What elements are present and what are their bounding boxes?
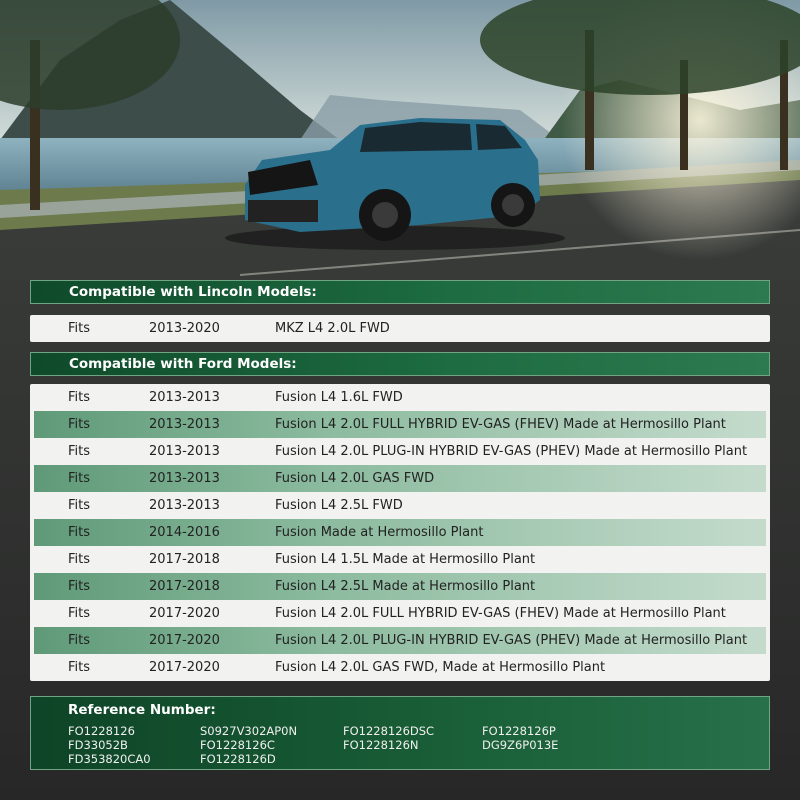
year-range: 2013-2013: [149, 417, 220, 432]
ford-section-header: Compatible with Ford Models:: [30, 352, 770, 376]
table-row: [30, 315, 770, 342]
reference-number: FO1228126: [68, 724, 135, 738]
model-description: Fusion Made at Hermosillo Plant: [275, 525, 484, 540]
table-row: [30, 492, 770, 519]
year-range: 2013-2013: [149, 444, 220, 459]
reference-number: FD33052B: [68, 738, 128, 752]
year-range: 2013-2020: [149, 321, 220, 336]
fit-label: Fits: [68, 660, 91, 675]
fit-label: Fits: [68, 633, 91, 648]
model-description: Fusion L4 1.6L FWD: [275, 390, 403, 405]
reference-number: FO1228126DSC: [343, 724, 435, 738]
table-row: [30, 384, 770, 411]
year-range: 2017-2018: [149, 579, 220, 594]
model-description: Fusion L4 2.0L GAS FWD: [275, 471, 435, 486]
reference-number-panel: [30, 696, 770, 770]
model-description: Fusion L4 2.5L FWD: [275, 498, 403, 513]
fit-label: Fits: [68, 444, 91, 459]
lincoln-fitment-table: [30, 315, 770, 342]
model-description: Fusion L4 2.0L PLUG-IN HYBRID EV-GAS (PHEV) Made at Hermosillo Plant: [275, 444, 748, 459]
reference-number: DG9Z6P013E: [482, 738, 559, 752]
table-row: [30, 600, 770, 627]
model-description: Fusion L4 2.0L FULL HYBRID EV-GAS (FHEV) Made at Hermosillo Plant: [275, 606, 726, 621]
fit-label: Fits: [68, 498, 91, 513]
model-description: Fusion L4 2.0L GAS FWD, Made at Hermosillo Plant: [275, 660, 606, 675]
table-row: [34, 573, 766, 600]
reference-number: FO1228126N: [343, 738, 419, 752]
table-row: [34, 411, 766, 438]
fit-label: Fits: [68, 321, 91, 336]
year-range: 2017-2020: [149, 660, 220, 675]
model-description: Fusion L4 2.0L FULL HYBRID EV-GAS (FHEV) Made at Hermosillo Plant: [275, 417, 726, 432]
model-description: MKZ L4 2.0L FWD: [275, 321, 390, 336]
fit-label: Fits: [68, 606, 91, 621]
fit-label: Fits: [68, 417, 91, 432]
year-range: 2017-2020: [149, 633, 220, 648]
fit-label: Fits: [68, 579, 91, 594]
reference-number: S0927V302AP0N: [200, 724, 298, 738]
fit-label: Fits: [68, 525, 91, 540]
table-row: [34, 519, 766, 546]
reference-number: FO1228126D: [200, 752, 276, 766]
fit-label: Fits: [68, 390, 91, 405]
reference-number: FO1228126P: [482, 724, 556, 738]
table-row: [30, 654, 770, 681]
table-row: [30, 438, 770, 465]
model-description: Fusion L4 2.0L PLUG-IN HYBRID EV-GAS (PHEV) Made at Hermosillo Plant: [275, 633, 748, 648]
year-range: 2017-2018: [149, 552, 220, 567]
year-range: 2013-2013: [149, 390, 220, 405]
reference-number: FO1228126C: [200, 738, 275, 752]
model-description: Fusion L4 2.5L Made at Hermosillo Plant: [275, 579, 536, 594]
year-range: 2013-2013: [149, 498, 220, 513]
table-row: [34, 627, 766, 654]
reference-number-title: Reference Number:: [68, 702, 216, 718]
ford-fitment-table: [30, 384, 770, 681]
table-row: [34, 465, 766, 492]
fit-label: Fits: [68, 471, 91, 486]
year-range: 2014-2016: [149, 525, 220, 540]
year-range: 2013-2013: [149, 471, 220, 486]
fit-label: Fits: [68, 552, 91, 567]
model-description: Fusion L4 1.5L Made at Hermosillo Plant: [275, 552, 536, 567]
reference-number: FD353820CA0: [68, 752, 151, 766]
table-row: [30, 546, 770, 573]
year-range: 2017-2020: [149, 606, 220, 621]
lincoln-section-header: Compatible with Lincoln Models:: [30, 280, 770, 304]
